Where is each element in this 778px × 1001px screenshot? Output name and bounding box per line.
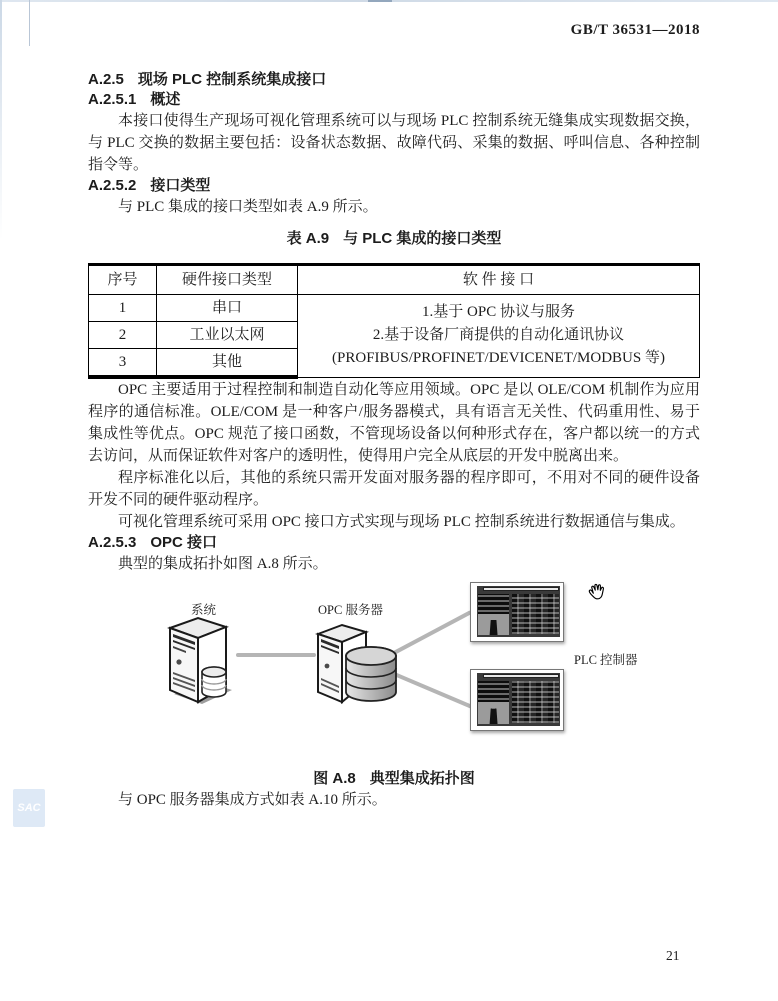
heading-a252-number: A.2.5.2: [88, 177, 137, 194]
plc-rack-photo: [470, 669, 564, 731]
plc-top-rail: [483, 587, 559, 591]
table-a9-header-sw: 软 件 接 口: [298, 265, 700, 295]
plc-panel-area: [478, 614, 510, 635]
table-a9-caption-title: 与 PLC 集成的接口类型: [343, 230, 502, 247]
table-a9-header-seq: 序号: [89, 265, 157, 295]
plc-module-rack: [512, 681, 559, 723]
scan-edge-left-line: [29, 0, 30, 46]
heading-a25-number: A.2.5: [88, 71, 124, 88]
table-a9-cell-hw: 串口: [157, 295, 298, 322]
paragraph-opc-3: 可视化管理系统可采用 OPC 接口方式实现与现场 PLC 控制系统进行数据通信与集成。: [118, 514, 685, 530]
plc-terminal-block: [478, 681, 510, 703]
heading-a25: [88, 70, 700, 90]
table-a9-cell-hw: 其他: [157, 349, 298, 378]
heading-a251-title: 概述: [150, 91, 181, 108]
software-interface-line: 2.基于设备厂商提供的自动化通讯协议(PROFIBUS/PROFINET/DEVICENET/MODBUS 等): [332, 327, 665, 367]
plc-controller-label: PLC 控制器: [574, 653, 638, 667]
table-a9-cell-seq: 2: [89, 322, 157, 349]
content-column: [88, 70, 700, 811]
plc-rack-photo-image: [477, 586, 560, 637]
heading-a253: [88, 533, 700, 553]
plc-module-shadow: [488, 620, 499, 635]
paragraph-overview: 本接口使得生产现场可视化管理系统可以与现场 PLC 控制系统无缝集成实现数据交换，与 PLC 交换的数据主要包括：设备状态数据、故障代码、采集的数据、呼叫信息、各种控制指令等。: [88, 113, 700, 173]
table-a9-cell-software: [298, 295, 700, 378]
plc-terminal-block: [478, 594, 510, 615]
paragraph-table-intro: 与 PLC 集成的接口类型如表 A.9 所示。: [118, 199, 378, 215]
page-number: 21: [666, 948, 680, 963]
paragraph-opc-1: OPC 主要适用于过程控制和制造自动化等应用领域。OPC 是以 OLE/COM 机制作为应用程序的通信标准。OLE/COM 是一种客户/服务器模式，具有语言无关性、代码重用性、易于集成性等优点。OPC 规范了接口函数，不管现场设备以何种形式存在，客户都以统一的方式去访问，从而保证软件对客户的透明性，使得用户完全从底层的开发中脱离出来。: [88, 382, 700, 464]
table-a9-header-hw: 硬件接口类型: [157, 265, 298, 295]
heading-a253-title: OPC 接口: [150, 534, 218, 551]
system-label: 系统: [191, 603, 217, 617]
connector-line: [236, 653, 316, 657]
heading-a253-number: A.2.5.3: [88, 534, 137, 551]
plc-rack-photo: [470, 582, 564, 642]
paragraph-table10-intro: 与 OPC 服务器集成方式如表 A.10 所示。: [118, 792, 387, 808]
figure-a8-caption-title: 典型集成拓扑图: [369, 770, 475, 787]
opc-server-database-icon: [314, 620, 400, 710]
table-a9: [88, 263, 700, 379]
sac-watermark: SAC: [13, 789, 45, 827]
plc-top-rail: [483, 674, 559, 678]
server-tower-icon: [162, 612, 236, 708]
standard-code: GB/T 36531—2018: [570, 22, 700, 38]
table-row: [89, 265, 700, 295]
heading-a252-title: 接口类型: [150, 177, 211, 194]
heading-a251: [88, 90, 700, 110]
plc-panel-area: [478, 702, 510, 724]
table-row: [89, 295, 700, 322]
hand-cursor-icon: [584, 580, 612, 608]
plc-module-rack: [512, 594, 559, 634]
table-a9-cell-seq: 1: [89, 295, 157, 322]
plc-rack-photo-image: [477, 673, 560, 726]
figure-a8-caption-label: 图 A.8: [313, 770, 356, 787]
table-a9-caption: [88, 228, 700, 249]
scan-edge-top-mark: [368, 0, 392, 2]
table-a9-caption-label: 表 A.9: [286, 230, 330, 247]
table-a9-cell-seq: 3: [89, 349, 157, 378]
opc-server-label: OPC 服务器: [318, 603, 383, 617]
scan-edge-left: [0, 0, 2, 240]
paragraph-opc-2: 程序标准化以后，其他的系统只需开发面对服务器的程序即可，不用对不同的硬件设备开发不同的硬件驱动程序。: [88, 470, 700, 508]
heading-a25-title: 现场 PLC 控制系统集成接口: [137, 71, 327, 88]
figure-a8-caption: [88, 768, 700, 789]
paragraph-figure-intro: 典型的集成拓扑如图 A.8 所示。: [118, 556, 328, 572]
plc-module-shadow: [488, 708, 499, 724]
software-interface-line: 1.基于 OPC 协议与服务: [422, 304, 575, 321]
heading-a252: [88, 176, 700, 196]
table-a9-cell-hw: 工业以太网: [157, 322, 298, 349]
connector-line: [391, 671, 474, 709]
heading-a251-number: A.2.5.1: [88, 91, 137, 108]
connector-line: [391, 610, 472, 656]
